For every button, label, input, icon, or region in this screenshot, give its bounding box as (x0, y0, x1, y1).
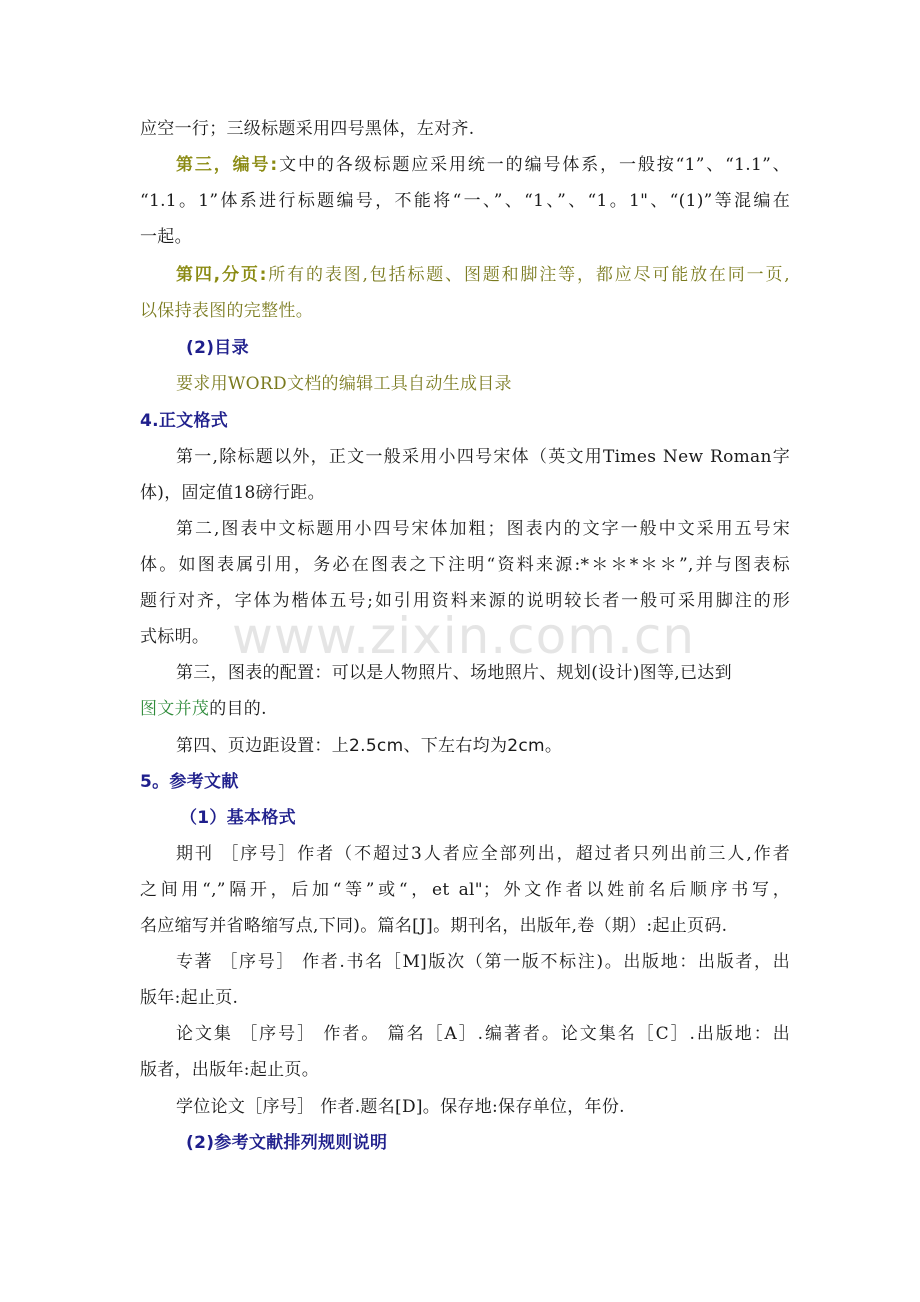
ref-thesis: 学位论文［序号］ 作者.题名[D]。保存地:保存单位，年份. (176, 1097, 625, 1117)
body-rule-2-line-1: 第二,图表中文标题用小四号宋体加粗；图表内的文字一般中文采用五号宋 (176, 519, 790, 539)
body-rule-2-line-3: 题行对齐，字体为楷体五号;如引用资料来源的说明较长者一般可采用脚注的形 (140, 591, 790, 611)
ref-monograph-line-1: 专著 ［序号］ 作者.书名［M]版次（第一版不标注)。出版地：出版者，出 (176, 952, 790, 972)
paragraph-numbering-line-3: 一起。 (140, 227, 192, 247)
body-rule-3-line-2: 图文并茂的目的. (140, 699, 267, 719)
ref-journal-line-1: 期刊 ［序号］作者（不超过3人者应全部列出，超过者只列出前三人,作者 (176, 844, 790, 864)
numbering-label: 第三，编号: (176, 155, 278, 175)
heading-basic-format: （1）基本格式 (180, 808, 296, 828)
ref-proceedings-line-2: 版者，出版年:起止页。 (140, 1060, 320, 1080)
heading-references: 5。参考文献 (140, 772, 239, 792)
toc-requirement: 要求用WORD文档的编辑工具自动生成目录 (176, 374, 512, 394)
body-rule-1-line-2: 体)，固定值18磅行距。 (140, 483, 325, 503)
watermark: www.zixin.com.cn (232, 607, 696, 665)
paragraph-pagination-line-1: 第四,分页:所有的表图,包括标题、图题和脚注等，都应尽可能放在同一页, (176, 265, 790, 285)
ref-monograph-line-2: 版年:起止页. (140, 988, 239, 1008)
paragraph-pagination-line-2: 以保持表图的完整性。 (140, 301, 313, 321)
heading-body-format: 4.正文格式 (140, 411, 229, 431)
ref-journal-line-2: 之间用“,”隔开，后加“等”或“，et al"；外文作者以姓前名后顺序书写， (140, 880, 790, 900)
heading-toc: (2)目录 (186, 338, 249, 358)
paragraph-numbering-line-1: 第三，编号:文中的各级标题应采用统一的编号体系，一般按“1”、“1.1”、 (176, 155, 790, 175)
pagination-label: 第四,分页: (176, 265, 267, 285)
heading-reference-ordering: (2)参考文献排列规则说明 (186, 1133, 388, 1153)
paragraph-line: 应空一行；三级标题采用四号黑体，左对齐. (140, 119, 475, 139)
body-rule-1-line-1: 第一,除标题以外，正文一般采用小四号宋体（英文用Times New Roman字 (176, 447, 790, 467)
green-phrase: 图文并茂 (140, 699, 210, 719)
body-rule-4: 第四、页边距设置：上2.5cm、下左右均为2cm。 (176, 736, 563, 756)
body-rule-2-line-2: 体。如图表属引用，务必在图表之下注明“资料来源:*＊＊*＊＊”,并与图表标 (140, 555, 790, 575)
ref-journal-line-3: 名应缩写并省略缩写点,下同)。篇名[J]。期刊名，出版年,卷（期）:起止页码. (140, 916, 728, 936)
ref-proceedings-line-1: 论文集 ［序号］ 作者。 篇名［A］.编著者。论文集名［C］.出版地：出 (176, 1024, 790, 1044)
body-rule-2-line-4: 式标明。 (140, 627, 210, 647)
body-rule-3-line-1: 第三，图表的配置：可以是人物照片、场地照片、规划(设计)图等,已达到 (176, 663, 732, 683)
paragraph-numbering-line-2: “1.1。1”体系进行标题编号，不能将“一、”、“1、”、“1。1"、“(1)”等混编在 (140, 191, 790, 211)
